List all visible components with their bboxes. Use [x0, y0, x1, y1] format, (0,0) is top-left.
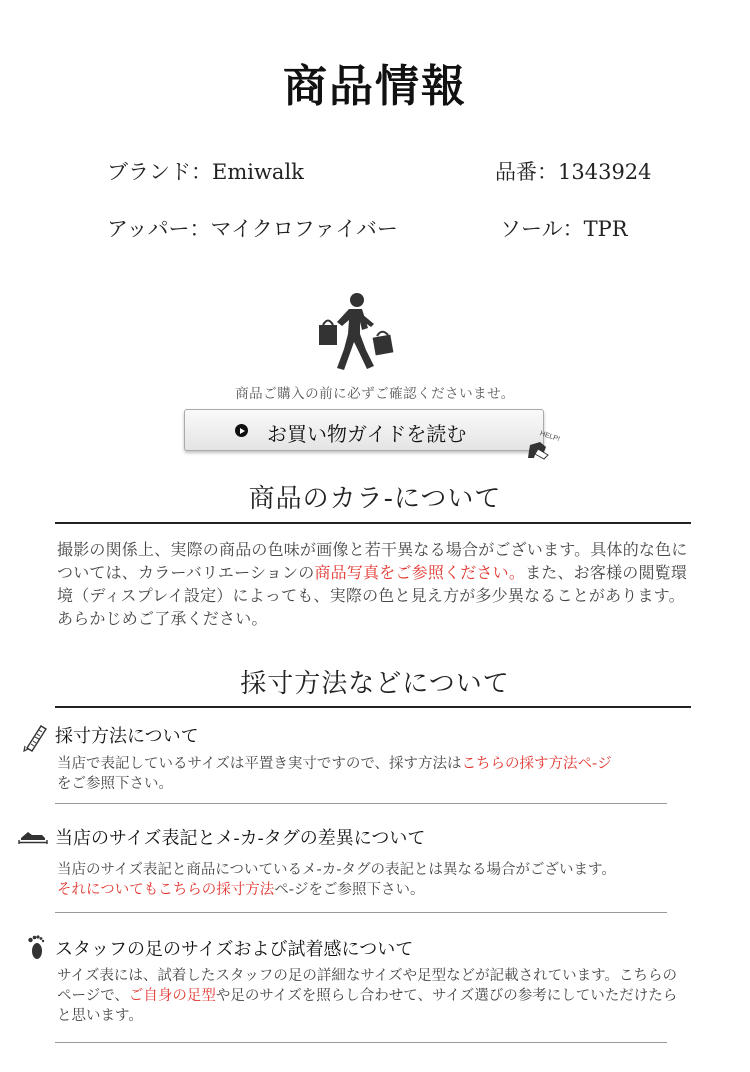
foot-text-part1: サイズ表には、試着したスタッフの足の詳細なサイズや足型などが記載されています。こちらのページで、	[57, 968, 678, 1004]
own-foot-shape-link[interactable]: ご自身の足型	[128, 988, 216, 1004]
measure-method-link[interactable]: こちらの採す方法ペ-ジ	[461, 756, 612, 772]
size-text-part1: 当店のサイズ表記と商品についているメ-カ-タグの表記とは異なる場合がございます。	[57, 862, 616, 878]
color-section-text	[57, 538, 697, 630]
size-difference-title: 当店のサイズ表記とメ-カ-タグの差異について	[55, 828, 426, 849]
guide-button-label: お買い物ガイドを読む	[267, 422, 467, 446]
measure-text-part2: をご参照下さい。	[57, 776, 173, 792]
spec-upper-material: アッパー：マイクロファイバー	[107, 217, 398, 241]
page-title: 商品情報	[283, 61, 467, 112]
spec-brand: ブランド：Emiwalk	[107, 160, 304, 184]
spec-item-number: 品番：1343924	[495, 160, 652, 184]
color-text-part2: また、お客様の閲覧環境（ディスプレイ設定）によっても、実際の色と見え方が多少異なることがあります。あらかじめご了承ください。	[57, 563, 688, 628]
ruler-icon	[23, 722, 49, 752]
footprint-icon	[27, 934, 45, 960]
foot-text-part2: や足のサイズを照らし合わせて、サイズ選びの参考にしていただけたらと思います。	[57, 988, 678, 1024]
color-section-rule	[55, 522, 691, 524]
item-divider	[55, 803, 667, 804]
help-badge-text: HELP!	[539, 430, 561, 444]
product-photo-link[interactable]: 商品写真をご参照ください。	[314, 563, 526, 582]
spec-sole-material: ソール：TPR	[500, 217, 628, 241]
play-icon	[235, 424, 248, 437]
staff-fit-title: スタッフの足のサイズおよび試着感について	[55, 939, 414, 960]
size-text-part2: ペ-ジをご参照下さい。	[274, 882, 425, 898]
shoe-size-icon	[18, 826, 48, 844]
measure-section-heading: 採寸方法などについて	[240, 669, 510, 699]
measure-text-part1: 当店で表記しているサイズは平置き実寸ですので、採す方法は	[57, 756, 462, 772]
measure-section-rule	[55, 706, 691, 708]
measure-method-title: 採寸方法について	[55, 726, 199, 747]
size-difference-text	[57, 860, 687, 900]
color-text-part1: 撮影の関係上、実際の商品の色味が画像と若干異なる場合がございます。具体的な色については、カラーバリエーションの	[57, 540, 688, 582]
item-divider	[55, 912, 667, 913]
staff-fit-text	[57, 966, 687, 1026]
item-divider	[55, 1042, 667, 1043]
shopping-guide-button[interactable]	[184, 409, 544, 451]
purchase-notice: 商品ご購入の前に必ずご確認くださいませ。	[235, 386, 515, 402]
size-measure-link[interactable]: それについてもこちらの採寸方法	[57, 882, 275, 898]
help-pointer-icon	[518, 425, 564, 465]
shopper-icon	[316, 292, 396, 372]
color-section-heading: 商品のカラ-について	[248, 484, 502, 514]
measure-method-text	[57, 754, 687, 794]
